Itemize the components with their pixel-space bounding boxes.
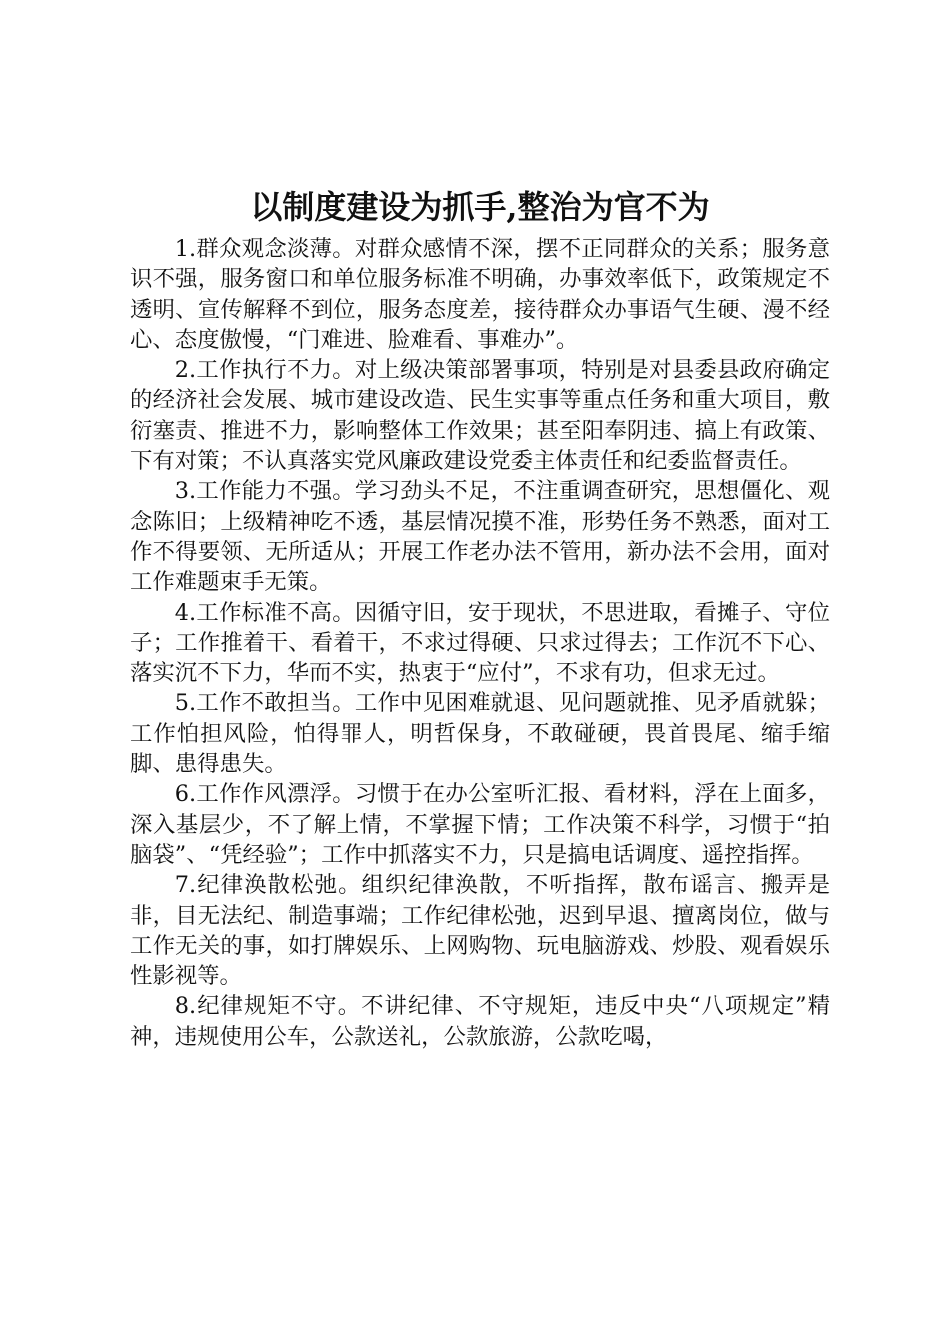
paragraph-5: 5.工作不敢担当。工作中见困难就退、见问题就推、见矛盾就躲；工作怕担风险，怕得罪人，明哲保身，不敢碰硬，畏首畏尾、缩手缩脚、患得患失。	[130, 690, 830, 778]
paragraph-8: 8.纪律规矩不守。不讲纪律、不守规矩，违反中央“八项规定”精神，违规使用公车，公款送礼，公款旅游，公款吃喝，	[130, 993, 830, 1050]
paragraph-3: 3.工作能力不强。学习劲头不足，不注重调查研究，思想僵化、观念陈旧；上级精神吃不透，基层情况摸不准，形势任务不熟悉，面对工作不得要领、无所适从；开展工作老办法不管用，新办法不会用，面对工作难题束手无策。	[130, 478, 830, 596]
document-page	[130, 182, 830, 1052]
paragraph-2: 2.工作执行不力。对上级决策部署事项，特别是对县委县政府确定的经济社会发展、城市建设改造、民生实事等重点任务和重大项目，敷衍塞责、推进不力，影响整体工作效果；甚至阳奉阴违、搞上有政策、下有对策；不认真落实党风廉政建设党委主体责任和纪委监督责任。	[130, 357, 830, 475]
paragraph-6: 6.工作作风漂浮。习惯于在办公室听汇报、看材料，浮在上面多，深入基层少，不了解上情，不掌握下情；工作决策不科学，习惯于“拍脑袋”、“凭经验”；工作中抓落实不力，只是搞电话调度、遥控指挥。	[130, 781, 830, 868]
document-title: 以制度建设为抓手,整治为官不为	[250, 188, 710, 226]
paragraph-1: 1.群众观念淡薄。对群众感情不深，摆不正同群众的关系；服务意识不强，服务窗口和单位服务标准不明确，办事效率低下，政策规定不透明、宣传解释不到位，服务态度差，接待群众办事语气生硬、漫不经心、态度傲慢，“门难进、脸难看、事难办”。	[130, 236, 830, 353]
paragraph-7: 7.纪律涣散松弛。组织纪律涣散，不听指挥，散布谣言、搬弄是非，目无法纪、制造事端；工作纪律松弛，迟到早退、擅离岗位，做与工作无关的事，如打牌娱乐、上网购物、玩电脑游戏、炒股、观看娱乐性影视等。	[130, 872, 830, 990]
document-body	[130, 234, 830, 1052]
paragraph-4: 4.工作标准不高。因循守旧，安于现状，不思进取，看摊子、守位子；工作推着干、看着干，不求过得硬、只求过得去；工作沉不下心、落实沉不下力，华而不实，热衷于“应付”，不求有功，但求无过。	[130, 599, 830, 687]
